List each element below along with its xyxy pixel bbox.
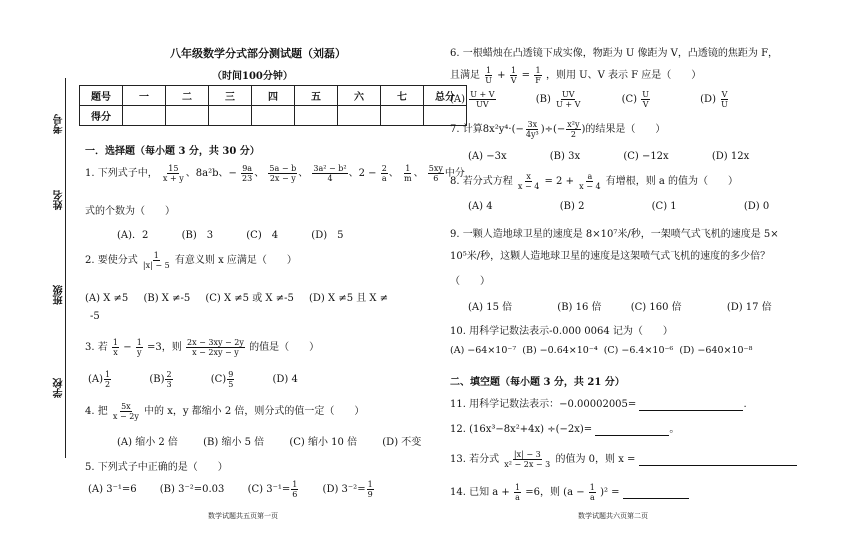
option[interactable]: (C) 3⁻¹= $\frac{1}{6}$ (247, 480, 298, 499)
q12-stem: 12. (16x³−8x²+4x) ÷(−2x)= 。 (450, 424, 680, 435)
option[interactable]: (A) X ≠5 (85, 293, 129, 304)
q4-options (117, 433, 451, 448)
page-title: 八年级数学分式部分测试题（刘磊） (170, 47, 346, 60)
binding-line (65, 78, 66, 458)
fraction: $\frac{1}{|x| - 5}$ (142, 251, 170, 270)
q6-line1: 6. 一根蜡烛在凸透镜下成实像，物距为 U 像距为 V，凸透镜的焦距为 F， (450, 48, 779, 59)
fraction: $\frac{2}{a}$ (381, 164, 387, 183)
score-cell[interactable] (123, 106, 166, 126)
q6-stem: 且满足 $\frac{1}{U}$ + $\frac{1}{V}$ = $\frac{1}{F}$ ，则用 U、V 表示 F 应是（ ） (450, 66, 702, 85)
fraction: $\frac{a}{x - 4}$ (579, 172, 601, 191)
option[interactable]: (B) 16 倍 (557, 302, 602, 313)
option[interactable]: (B) 3⁻²=0.03 (159, 484, 225, 495)
score-header-cell: 五 (295, 86, 338, 106)
option[interactable]: (C) $\frac{9}{5}$ (210, 370, 234, 389)
score-header-cell: 总分 (424, 86, 467, 106)
option[interactable]: (C) X ≠5 或 X ≠-5 (205, 293, 294, 304)
score-cell[interactable] (166, 106, 209, 126)
fraction: $\frac{x}{x - 4}$ (517, 172, 540, 191)
score-table (79, 85, 467, 126)
option[interactable]: (A) 4 (468, 201, 493, 212)
fraction: $\frac{1}{x}$ (112, 338, 119, 357)
side-label-school: 学校 (54, 378, 65, 398)
option[interactable]: (A) −64×10⁻⁷ (450, 345, 517, 356)
score-cell[interactable] (209, 106, 252, 126)
option[interactable]: (D) X ≠5 且 X ≠ (309, 293, 389, 304)
q8-stem: 8. 若分式方程 $\frac{x}{x - 4}$ = 2 + $\frac{a}{x - 4}$ 有增根，则 a 的值为（ ） (450, 172, 739, 191)
q4-stem: 4. 把 $\frac{5x}{x - 2y}$ 中的 x，y 都缩小 2 倍，则分式的值一定（ ） (85, 402, 365, 421)
fraction: $\frac{1}{m}$ (403, 164, 412, 183)
option[interactable]: (C) −12x (623, 151, 669, 162)
q9-options (468, 298, 772, 313)
q5-stem: 5. 下列式子中正确的是（ ） (85, 462, 228, 473)
score-cell[interactable] (252, 106, 295, 126)
score-cell[interactable] (381, 106, 424, 126)
footer-left: 数学试题共五页第一页 (208, 512, 278, 520)
option[interactable]: (D) 3⁻²= $\frac{1}{9}$ (322, 480, 373, 499)
fraction: $\frac{1}{U}$ (485, 66, 492, 85)
fraction: $\frac{5xy}{6}$ (428, 164, 443, 183)
q14-stem: 14. 已知 a + $\frac{1}{a}$ =6，则 (a − $\frac{1}{a}$ )² = (450, 483, 689, 502)
option[interactable]: (A) −3x (468, 151, 507, 162)
q1-line2: 式的个数为（ ） (85, 206, 175, 217)
q10-options (450, 345, 752, 356)
option[interactable]: (C) 缩小 10 倍 (289, 437, 358, 448)
page-subtitle: （时间100分钟） (212, 71, 293, 82)
option[interactable]: (A)．2 (117, 230, 149, 241)
score-row-label: 得分 (80, 106, 123, 126)
fraction: $\frac{15}{x + y}$ (162, 164, 184, 183)
score-cell[interactable] (338, 106, 381, 126)
answer-blank[interactable] (623, 487, 689, 499)
score-cell[interactable] (295, 106, 338, 126)
score-header-cell: 三 (209, 86, 252, 106)
q9-line2: 10⁵米/秒，这颗人造地球卫星的速度是这架喷气式飞机的速度的多少倍？ (450, 251, 771, 262)
side-label-exam-no: 考号 (54, 114, 65, 134)
q2-options (85, 289, 388, 304)
answer-blank[interactable] (639, 454, 797, 466)
option[interactable]: (B) $\frac{UV}{U + V}$ (535, 90, 581, 109)
fraction: $\frac{1}{F}$ (535, 66, 541, 85)
option[interactable]: (B) 2 (559, 201, 585, 212)
option[interactable]: (D) 0 (743, 201, 770, 212)
fraction: $\frac{2x - 3xy - 2y}{x - 2xy - y}$ (186, 338, 244, 357)
fraction: $\frac{1}{a}$ (514, 483, 521, 502)
q9-line3: （ ） (450, 276, 490, 287)
fraction: $\frac{\text{3a² − b²}}{4}$ (313, 164, 347, 183)
score-header-cell: 四 (252, 86, 295, 106)
fraction: $\frac{1}{y}$ (136, 338, 142, 357)
option[interactable]: (D) 4 (272, 374, 298, 385)
option[interactable]: (C) 4 (246, 230, 279, 241)
option[interactable]: (A) 3⁻¹=6 (88, 484, 137, 495)
option[interactable]: (A) $\frac{U + V}{UV}$ (450, 90, 495, 109)
option[interactable]: (C) 160 倍 (630, 302, 682, 313)
option[interactable]: (B) −0.64×10⁻⁴ (522, 345, 598, 356)
answer-blank[interactable] (595, 424, 669, 436)
option[interactable]: (A) 缩小 2 倍 (117, 437, 178, 448)
fraction: $\frac{5a - b}{2x - y}$ (269, 164, 297, 183)
option[interactable]: (B) 3 (181, 230, 214, 241)
q10-stem: 10. 用科学记数法表示-0.000 0064 记为（ ） (450, 326, 673, 337)
option[interactable]: (D) 17 倍 (726, 302, 772, 313)
option[interactable]: (D) −640×10⁻⁸ (679, 345, 753, 356)
option[interactable]: (B) X ≠-5 (143, 293, 191, 304)
fraction: $\frac{|x| - 3}{\text{x² − 2x − 3}}$ (504, 450, 551, 469)
score-header-cell: 二 (166, 86, 209, 106)
option[interactable]: (B) 3x (549, 151, 581, 162)
option[interactable]: (A) 15 倍 (468, 302, 513, 313)
q13-stem: 13. 若分式 $\frac{|x| - 3}{\text{x² − 2x − 3}}$ 的值为 0，则 x = (450, 450, 797, 469)
q7-stem: 7. 计算8x²y⁴·(− $\frac{3x}{\text{4y³}}$ )÷(− $\frac{\text{x²y}}{2}$ )的结果是（ ） (450, 120, 666, 139)
option[interactable]: (B) 缩小 5 倍 (203, 437, 265, 448)
fraction: $\frac{9a}{23}$ (242, 164, 253, 183)
section1-title: 一．选择题（每小题 3 分，共 30 分） (85, 146, 260, 157)
option[interactable]: (D) $\frac{V}{U}$ (700, 90, 728, 109)
option[interactable]: (D) 5 (311, 230, 344, 241)
q7-options (468, 151, 749, 162)
fraction: $\frac{1}{a}$ (589, 483, 595, 502)
option[interactable]: (D) 12x (711, 151, 750, 162)
answer-blank[interactable] (639, 399, 743, 411)
q11-stem: 11. 用科学记数法表示：−0.00002005= . (450, 399, 747, 410)
option[interactable]: (C) 1 (651, 201, 677, 212)
q3-stem: 3. 若 $\frac{1}{x}$ − $\frac{1}{y}$ =3，则 $\frac{2x - 3xy - 2y}{x - 2xy - y}$ 的值是（ ） (85, 338, 320, 357)
score-header-cell: 一 (123, 86, 166, 106)
fraction: $\frac{1}{V}$ (510, 66, 517, 85)
q1-options (117, 226, 373, 241)
score-header-cell: 六 (338, 86, 381, 106)
option[interactable]: (D) 不变 (382, 437, 422, 448)
option[interactable]: (B) $\frac{2}{3}$ (149, 370, 172, 389)
q1-stem: 1. 下列式子中， $\frac{15}{x + y}$ 、8a²b、− $\frac{9a}{23}$ 、 $\frac{5a - b}{2x - y}$ 、 $\frac{\text{3a² − b²}}{4}$ 、2 − $\frac{2}{a}$ 、 $\frac{1}{m}$ 、 $\frac{5xy}{6}$ 中分 (85, 164, 465, 183)
q3-options (88, 370, 298, 389)
q2-option-wrap: -5 (90, 311, 100, 322)
q6-options (450, 90, 730, 109)
option[interactable]: (C) −6.4×10⁻⁶ (603, 345, 674, 356)
q2-stem: 2. 要使分式 $\frac{1}{|x| - 5}$ 有意义则 x 应满足（ ） (85, 251, 297, 270)
q5-options (88, 480, 375, 499)
option[interactable]: (A) $\frac{1}{2}$ (88, 370, 111, 389)
score-header-cell: 七 (381, 86, 424, 106)
q9-line1: 9. 一颗人造地球卫星的速度是 8×10⁷米/秒，一架喷气式飞机的速度是 5× (450, 229, 779, 240)
section2-title: 二、填空题（每小题 3 分，共 21 分） (450, 377, 625, 388)
q8-options (468, 201, 769, 212)
footer-right: 数学试题共六页第二页 (578, 512, 648, 520)
score-header-cell: 题号 (80, 86, 123, 106)
side-label-class: 班级 (54, 285, 65, 305)
option[interactable]: (C) $\frac{U}{V}$ (621, 90, 649, 109)
fraction: $\frac{5x}{x - 2y}$ (112, 402, 139, 421)
side-label-name: 姓名 (54, 190, 65, 210)
